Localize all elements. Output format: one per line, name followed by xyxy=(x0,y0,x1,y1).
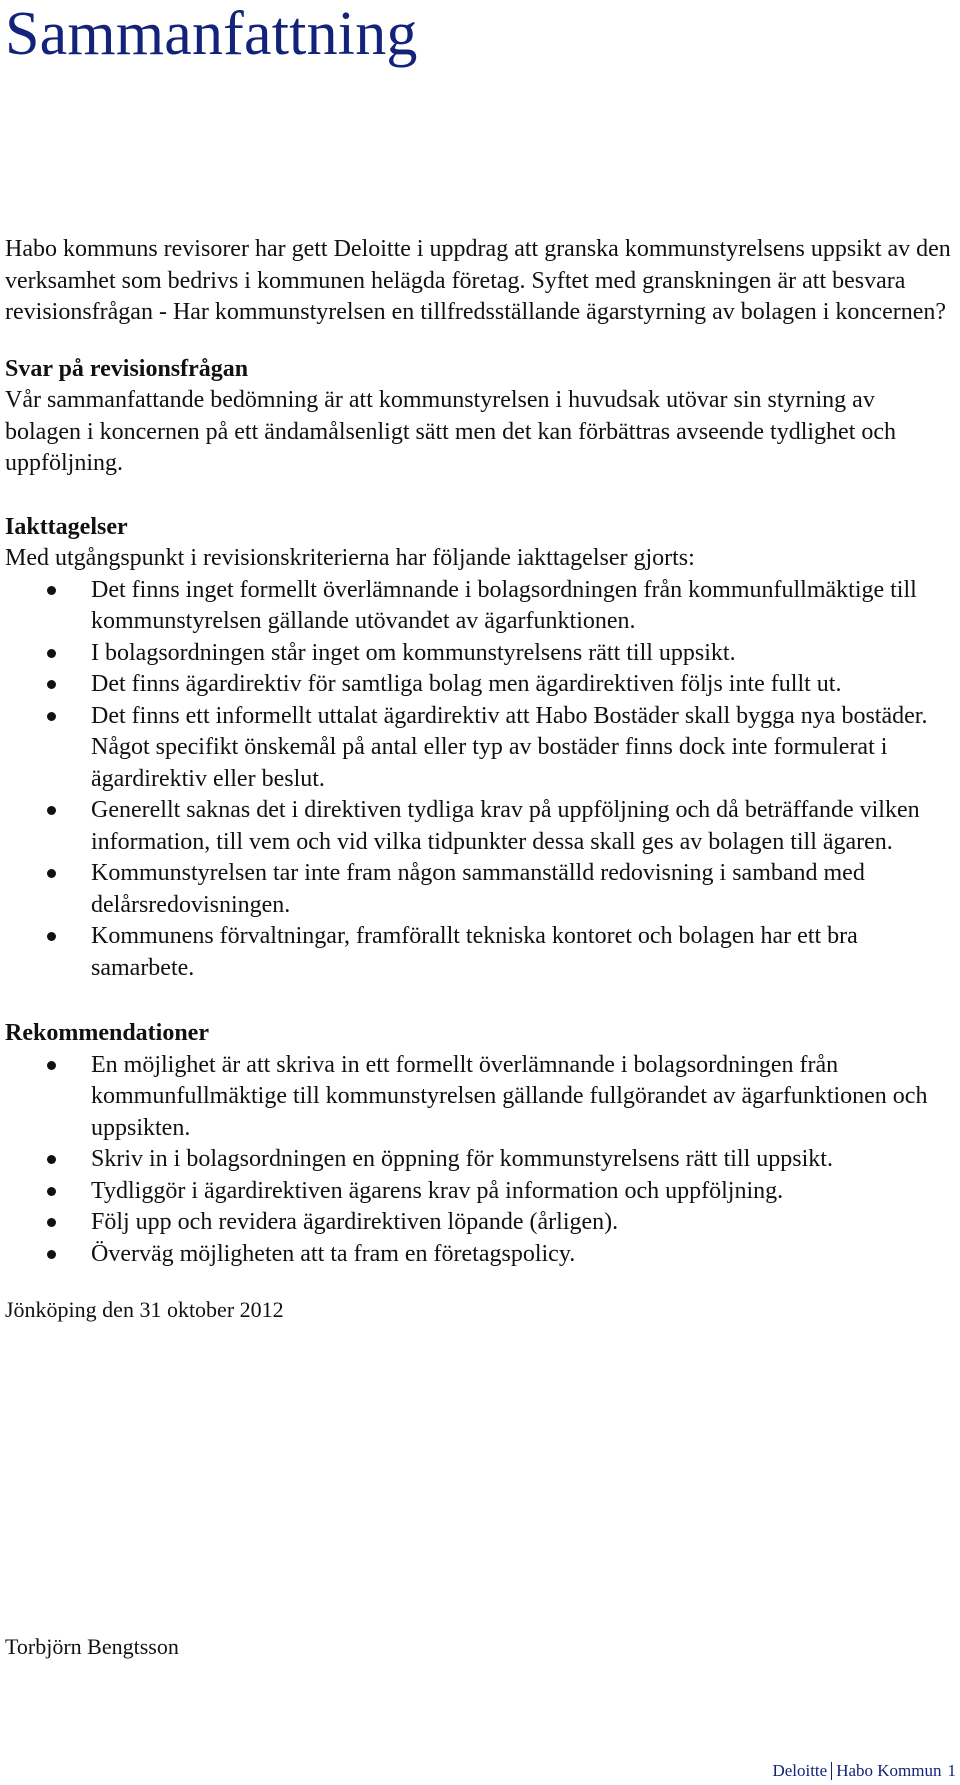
bullet-icon xyxy=(47,586,56,595)
list-item: Kommunens förvaltningar, framförallt tekniska kontoret och bolagen har ett bra samarbete. xyxy=(5,921,955,984)
document-page xyxy=(5,0,955,1325)
bullet-icon xyxy=(47,680,56,689)
footer-brand: Deloitte xyxy=(772,1761,828,1780)
intro-paragraph: Habo kommuns revisorer har gett Deloitte i uppdrag att granska kommunstyrelsens uppsikt av den verksamhet som bedrivs i kommunen helägda företag. Syftet med granskningen är att besvara revisionsfrågan - Har kommunstyrelsen en tillfredsställande ägarstyrning av bolagen i koncernen? xyxy=(5,236,951,325)
list-item: I bolagsordningen står inget om kommunstyrelsens rätt till uppsikt. xyxy=(5,638,955,670)
list-item: Skriv in i bolagsordningen en öppning för kommunstyrelsens rätt till uppsikt. xyxy=(5,1144,955,1176)
list-item: Följ upp och revidera ägardirektiven löpande (årligen). xyxy=(5,1207,955,1239)
recommendations-heading: Rekommendationer xyxy=(5,1020,209,1046)
list-item: Tydliggör i ägardirektiven ägarens krav på information och uppföljning. xyxy=(5,1176,955,1208)
bullet-icon xyxy=(47,1250,56,1259)
bullet-icon xyxy=(47,649,56,658)
answer-heading: Svar på revisionsfrågan xyxy=(5,355,249,382)
bullet-icon xyxy=(47,1218,56,1227)
list-item: Överväg möjligheten att ta fram en företagspolicy. xyxy=(5,1239,955,1271)
footer-page-number: 1 xyxy=(947,1761,956,1780)
page-title: Sammanfattning xyxy=(5,0,418,68)
recommendations-list xyxy=(5,1050,955,1271)
signer-name: Torbjörn Bengtsson xyxy=(5,1634,179,1659)
date-line: Jönköping den 31 oktober 2012 xyxy=(5,1297,284,1322)
observations-lead: Med utgångspunkt i revisionskriterierna har följande iakttagelser gjorts: xyxy=(5,545,695,571)
list-item: Det finns ägardirektiv för samtliga bolag men ägardirektiven följs inte fullt ut. xyxy=(5,669,955,701)
bullet-icon xyxy=(47,869,56,878)
footer-divider xyxy=(831,1762,832,1780)
bullet-icon xyxy=(47,1061,56,1070)
list-item: Det finns ett informellt uttalat ägardirektiv att Habo Bostäder skall bygga nya bostäder. Något specifikt önskemål på antal eller typ av bostäder finns dock inte formulerat i ägardirektiv eller beslut. xyxy=(5,701,955,796)
bullet-icon xyxy=(47,806,56,815)
observations-heading: Iakttagelser xyxy=(5,513,128,540)
bullet-icon xyxy=(47,1155,56,1164)
bullet-icon xyxy=(47,932,56,941)
footer-client: Habo Kommun xyxy=(836,1761,942,1780)
answer-section xyxy=(5,354,955,480)
observations-section xyxy=(5,512,955,985)
list-item: Det finns inget formellt överlämnande i bolagsordningen från kommunfullmäktige till kommunstyrelsen gällande utövandet av ägarfunktionen. xyxy=(5,575,955,638)
list-item: Generellt saknas det i direktiven tydliga krav på uppföljning och då beträffande vilken information, till vem och vid vilka tidpunkter dessa skall ges av bolagen till ägaren. xyxy=(5,795,955,858)
bullet-icon xyxy=(47,712,56,721)
list-item: Kommunstyrelsen tar inte fram någon sammanställd redovisning i samband med delårsredovisningen. xyxy=(5,858,955,921)
page-footer xyxy=(772,1761,956,1781)
recommendations-section xyxy=(5,1018,955,1270)
answer-text: Vår sammanfattande bedömning är att kommunstyrelsen i huvudsak utövar sin styrning av bolagen i koncernen på ett ändamålsenligt sätt men det kan förbättras avseende tydlighet och uppföljning. xyxy=(5,387,897,476)
bullet-icon xyxy=(47,1187,56,1196)
list-item: En möjlighet är att skriva in ett formellt överlämnande i bolagsordningen från kommunfullmäktige till kommunstyrelsen gällande fullgörandet av ägarfunktionen och uppsikten. xyxy=(5,1050,955,1145)
observations-list xyxy=(5,575,955,985)
